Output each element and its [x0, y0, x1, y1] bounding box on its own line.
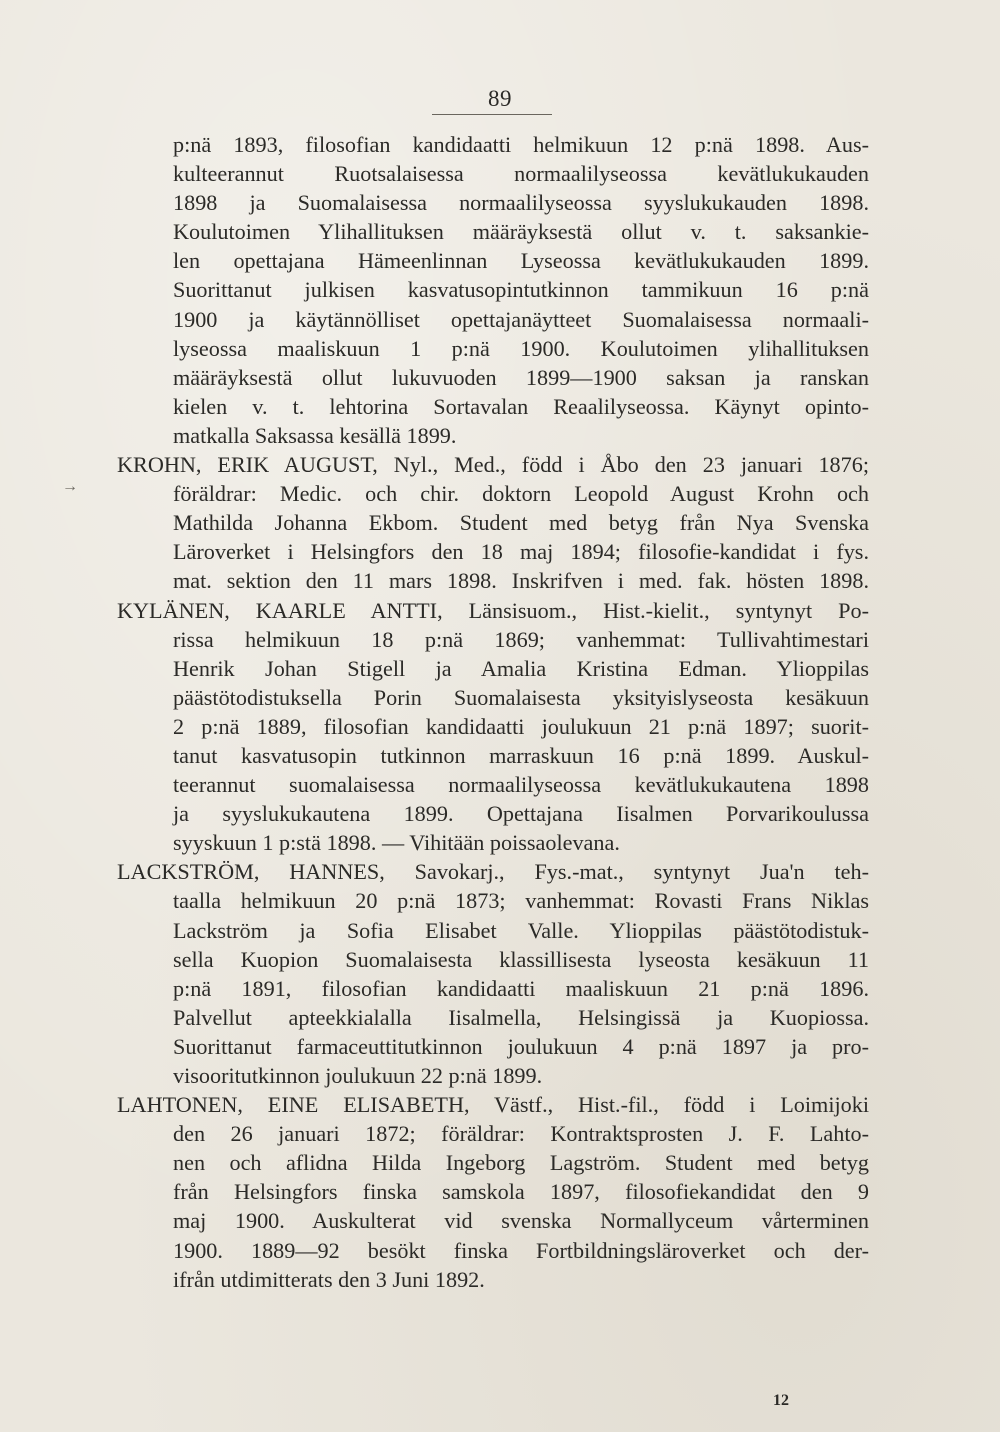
text-line: från Helsingfors finska samskola 1897, filosofiekandidat den 9 — [173, 1179, 869, 1205]
text-line: 1900 ja käytännölliset opettajanäytteet Suomalaisessa normaali- — [173, 306, 869, 332]
text-line: len opettajana Hämeenlinnan Lyseossa kevätlukukauden 1899. — [173, 248, 869, 274]
text-body — [117, 130, 869, 1294]
text-line: p:nä 1893, filosofian kandidaatti helmikuun 12 p:nä 1898. Aus- — [173, 132, 869, 157]
text-line: Henrik Johan Stigell ja Amalia Kristina Edman. Ylioppilas — [173, 655, 869, 681]
text-line: kulteerannut Ruotsalaisessa normaalilyseossa kevätlukukauden — [173, 161, 869, 187]
text-line: 1900. 1889—92 besökt finska Fortbildningsläroverket och der- — [173, 1237, 869, 1263]
text-line: taalla helmikuun 20 p:nä 1873; vanhemmat: Rovasti Frans Niklas — [173, 888, 869, 914]
text-line: lyseossa maaliskuun 1 p:nä 1900. Koulutoimen ylihallituksen — [173, 335, 869, 361]
entry-heading-line: KYLÄNEN, KAARLE ANTTI, Länsisuom., Hist.-kielit., syntynyt Po- — [117, 597, 869, 623]
text-line: Suorittanut farmaceuttitutkinnon joulukuun 4 p:nä 1897 ja pro- — [173, 1033, 869, 1059]
entry-heading-line: KROHN, ERIK AUGUST, Nyl., Med., född i Åbo den 23 januari 1876; — [117, 452, 869, 478]
text-line: 2 p:nä 1889, filosofian kandidaatti joulukuun 21 p:nä 1897; suorit- — [173, 713, 869, 739]
text-line: mat. sektion den 11 mars 1898. Inskrifven i med. fak. hösten 1898. — [173, 568, 869, 594]
text-line: Mathilda Johanna Ekbom. Student med betyg från Nya Svenska — [173, 510, 869, 536]
header-rule — [432, 114, 552, 115]
text-line: 1898 ja Suomalaisessa normaalilyseossa syyslukukauden 1898. — [173, 190, 869, 216]
text-line: määräyksestä ollut lukuvuoden 1899—1900 saksan ja ranskan — [173, 364, 869, 390]
text-line: föräldrar: Medic. och chir. doktorn Leopold August Krohn och — [173, 481, 869, 507]
text-line: den 26 januari 1872; föräldrar: Kontraktsprosten J. F. Lahto- — [173, 1121, 869, 1147]
text-line: Koulutoimen Ylihallituksen määräyksestä ollut v. t. saksankie- — [173, 219, 869, 245]
text-line: maj 1900. Auskulterat vid svenska Normallyceum vårterminen — [173, 1208, 869, 1234]
text-line: Läroverket i Helsingfors den 18 maj 1894; filosofie-kandidat i fys. — [173, 539, 869, 565]
text-line: visooritutkinnon joulukuun 22 p:nä 1899. — [173, 1063, 543, 1088]
text-line: syyskuun 1 p:stä 1898. — Vihitään poissaolevana. — [173, 830, 620, 856]
text-line: tanut kasvatusopin tutkinnon marraskuun 16 p:nä 1899. Auskul- — [173, 742, 869, 768]
text-line: Lackström ja Sofia Elisabet Valle. Ylioppilas päästötodistuk- — [173, 917, 869, 943]
text-line: ifrån utdimitterats den 3 Juni 1892. — [173, 1266, 485, 1292]
text-line: sella Kuopion Suomalaisesta klassillisesta lyseosta kesäkuun 11 — [173, 946, 869, 972]
page-number: 89 — [488, 86, 512, 111]
entry-heading-line: LAHTONEN, EINE ELISABETH, Västf., Hist.-fil., född i Loimijoki — [117, 1092, 869, 1118]
text-line: teerannut suomalaisessa normaalilyseossa kevätlukukautena 1898 — [173, 772, 869, 798]
text-line: päästötodistuksella Porin Suomalaisesta yksityislyseosta kesäkuun — [173, 684, 869, 710]
text-line: Palvellut apteekkialalla Iisalmella, Helsingissä ja Kuopiossa. — [173, 1004, 869, 1030]
text-line: Suorittanut julkisen kasvatusopintutkinnon tammikuun 16 p:nä — [173, 277, 869, 303]
text-line: p:nä 1891, filosofian kandidaatti maaliskuun 21 p:nä 1896. — [173, 975, 869, 1001]
text-line: kielen v. t. lehtorina Sortavalan Reaalilyseossa. Käynyt opinto- — [173, 393, 869, 419]
text-line: rissa helmikuun 18 p:nä 1869; vanhemmat: Tullivahtimestari — [173, 626, 869, 652]
text-line: matkalla Saksassa kesällä 1899. — [173, 422, 457, 448]
signature-mark: 12 — [773, 1392, 789, 1409]
text-line: ja syyslukukautena 1899. Opettajana Iisalmen Porvarikoulussa — [173, 801, 869, 827]
entry-heading-line: LACKSTRÖM, HANNES, Savokarj., Fys.-mat., syntynyt Jua'n teh- — [117, 859, 869, 885]
text-line: nen och aflidna Hilda Ingeborg Lagström. Student med betyg — [173, 1150, 869, 1176]
margin-mark: → — [62, 478, 78, 495]
